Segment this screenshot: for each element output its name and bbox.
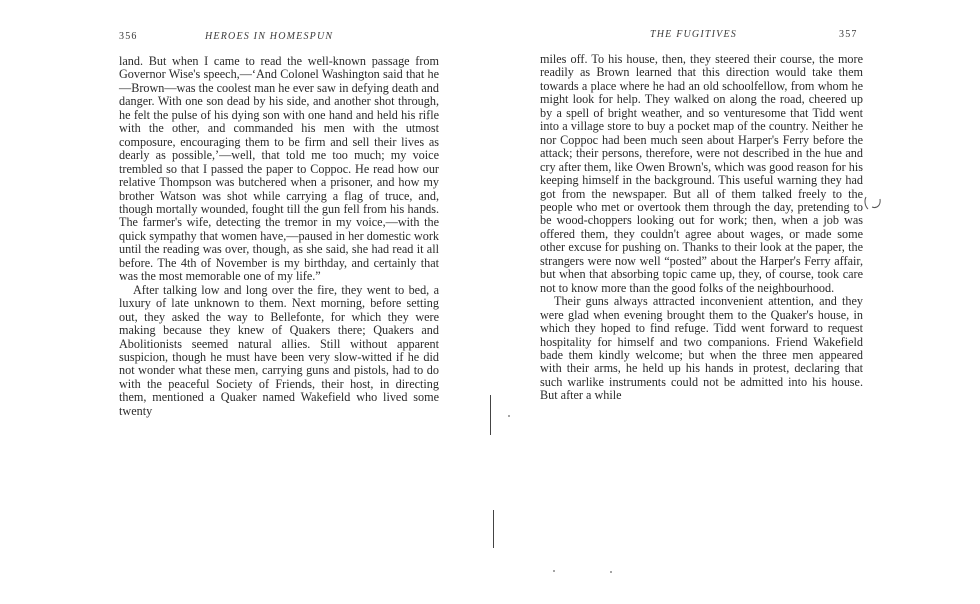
left-paragraph-2: After talking low and long over the fire, they went to bed, a luxury of late unknown to them. Next morning, before setting out, they asked the way to Bellefonte, for which they were making because they knew of Quakers there; Quakers and Abolitionists seemed natural allies. Still without apparent suspicion, though he must have been very slow-witted if he did not wonder what these men, carrying guns and pistols, had to do with the peaceful Society of Friends, their host, in directing them, mentioned a Quaker named Wakefield who lived some twenty xyxy=(119,282,439,418)
left-page-body xyxy=(119,55,439,418)
right-page-body xyxy=(540,53,863,403)
right-paragraph-1: miles off. To his house, then, they steered their course, the more readily as Brown learned that this direction would take them towards a place where he had an old schoolfellow, from whom he might look for help. They walked on along the road, cheered up by a spell of bright weather, and so venturesome that Tidd went into a village store to buy a pocket map of the country. Neither he nor Coppoc had been much seen about Harper's Ferry before the attack; their persons, therefore, were not described in the hue and cry after them, like Owen Brown's, which was good reason for his keeping himself in the background. This useful warning they had got from the newspaper. But all of them talked freely to the people who met or overtook them through the day, pretending to be wood-choppers looking out for work; then, when a job was offered them, they couldn't agree about wages, or made some other excuse for pushing on. Thanks to their look at the paper, the strangers were now well “posted” about the Harper's Ferry affair, but when that absorbing topic came up, they, of course, took care not to know more than the good folks of the neighbourhood. xyxy=(540,52,863,295)
right-page-number: 357 xyxy=(839,29,858,40)
margin-pencil-mark-icon xyxy=(863,193,887,213)
right-running-head: THE FUGITIVES xyxy=(650,29,737,40)
left-paragraph-1: land. But when I came to read the well-known passage from Governor Wise's speech,—‘And Colonel Washington said that he—Brown—was the coolest man he ever saw in defying death and danger. With one son dead by his side, and another shot through, he felt the pulse of his dying son with one hand and held his rifle with the other, and commanded his men with the utmost composure, encouraging them to be firm and sell their lives as dearly as possible,’—well, that told me too much; my voice trembled so that I passed the paper to Coppoc. He read how our relative Thompson was butchered when a prisoner, and how my brother Watson was shot while carrying a flag of truce, and, though mortally wounded, fought till the gun fell from his hands. The farmer's wife, detecting the tremor in my voice,—with the quick sympathy that women have,—paused in her domestic work until the reading was over, though, as she said, she had read it all before. The 4th of November is my birthday, and certainly that was the most memorable one of my life.” xyxy=(119,54,439,284)
left-running-head: HEROES IN HOMESPUN xyxy=(205,31,334,42)
page-speck-1 xyxy=(553,570,555,572)
right-page xyxy=(490,0,980,604)
page-speck-2 xyxy=(610,571,612,573)
left-page-number: 356 xyxy=(119,31,138,42)
right-paragraph-2: Their guns always attracted inconvenient attention, and they were glad when evening brought them to the Quaker's house, in which they hoped to find refuge. Tidd went forward to request hospitality for himself and two companions. Friend Wakefield bade them kindly welcome; but when the three men appeared with their arms, he held up his hands in protest, declaring that such warlike instruments could not be admitted into his house. But after a while xyxy=(540,294,863,403)
